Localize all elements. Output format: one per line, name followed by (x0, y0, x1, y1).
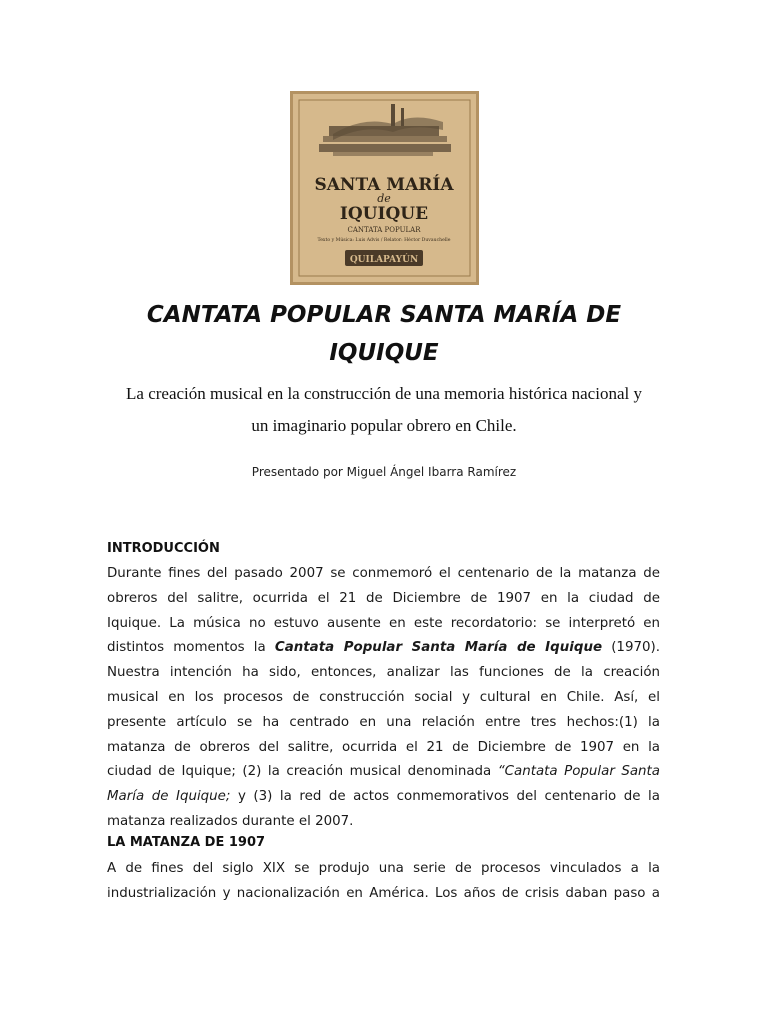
document-title (100, 296, 668, 372)
intro-paragraph (107, 562, 660, 835)
paragraph-line: María de Iquique; y (3) la red de actos conmemorativos del centenario de la (107, 789, 660, 805)
italic-title: María de Iquique; (107, 789, 231, 805)
title-line: CANTATA POPULAR SANTA MARÍA DE (146, 302, 622, 328)
title-line: IQUIQUE (329, 340, 439, 366)
paragraph-line: presente artículo se ha centrado en una relación entre tres hechos:(1) la (107, 714, 660, 730)
paragraph-line: Durante fines del pasado 2007 se conmemoró el centenario de la matanza de (107, 566, 660, 581)
paragraph-line: ciudad de Iquique; (2) la creación musical denominada “Cantata Popular Santa (107, 764, 660, 780)
paragraph-line: matanza de obreros del salitre, ocurrida el 21 de Diciembre de 1907 en la (107, 739, 660, 755)
matanza-paragraph (107, 857, 660, 907)
svg-text:QUILAPAYÚN: QUILAPAYÚN (349, 255, 419, 265)
paragraph-line: industrialización y nacionalización en América. Los años de crisis daban paso a (107, 885, 660, 901)
emphasis-title: Cantata Popular Santa María de Iquique (274, 640, 603, 656)
paragraph-line: Iquique. La música no estuvo ausente en este recordatorio: se interpretó en (107, 615, 660, 631)
section-heading-matanza: LA MATANZA DE 1907 (107, 835, 266, 850)
paragraph-line: musical en los procesos de construcción social y cultural en Chile. Así, el (107, 689, 660, 705)
svg-text:IQUIQUE: IQUIQUE (339, 204, 429, 224)
paragraph-line: A de fines del siglo XIX se produjo una serie de procesos vinculados a la (107, 861, 660, 876)
section-heading-introduccion: INTRODUCCIÓN (107, 541, 220, 556)
subtitle-line: La creación musical en la construcción de una memoria histórica nacional y (126, 384, 642, 403)
paragraph-line: Nuestra intención ha sido, entonces, analizar las funciones de la creación (107, 665, 660, 681)
subtitle-line: un imaginario popular obrero en Chile. (251, 416, 517, 435)
italic-title: “Cantata Popular Santa (497, 764, 660, 780)
paragraph-line: distintos momentos la Cantata Popular Santa María de Iquique (1970). (107, 640, 660, 656)
svg-text:SANTA MARÍA: SANTA MARÍA (314, 175, 454, 195)
album-cover-image (290, 91, 479, 285)
paragraph-line: obreros del salitre, ocurrida el 21 de Diciembre de 1907 en la ciudad de (107, 590, 660, 606)
author-line: Presentado por Miguel Ángel Ibarra Ramírez (251, 465, 517, 479)
document-subtitle (90, 378, 678, 442)
paragraph-line: matanza realizados durante el 2007. (107, 813, 354, 829)
svg-text:CANTATA POPULAR: CANTATA POPULAR (347, 226, 421, 234)
svg-text:Texto y Música: Luis Advis / R: Texto y Música: Luis Advis / Relator: Héctor Duvauchelle (317, 238, 451, 243)
svg-text:de: de (377, 192, 391, 205)
